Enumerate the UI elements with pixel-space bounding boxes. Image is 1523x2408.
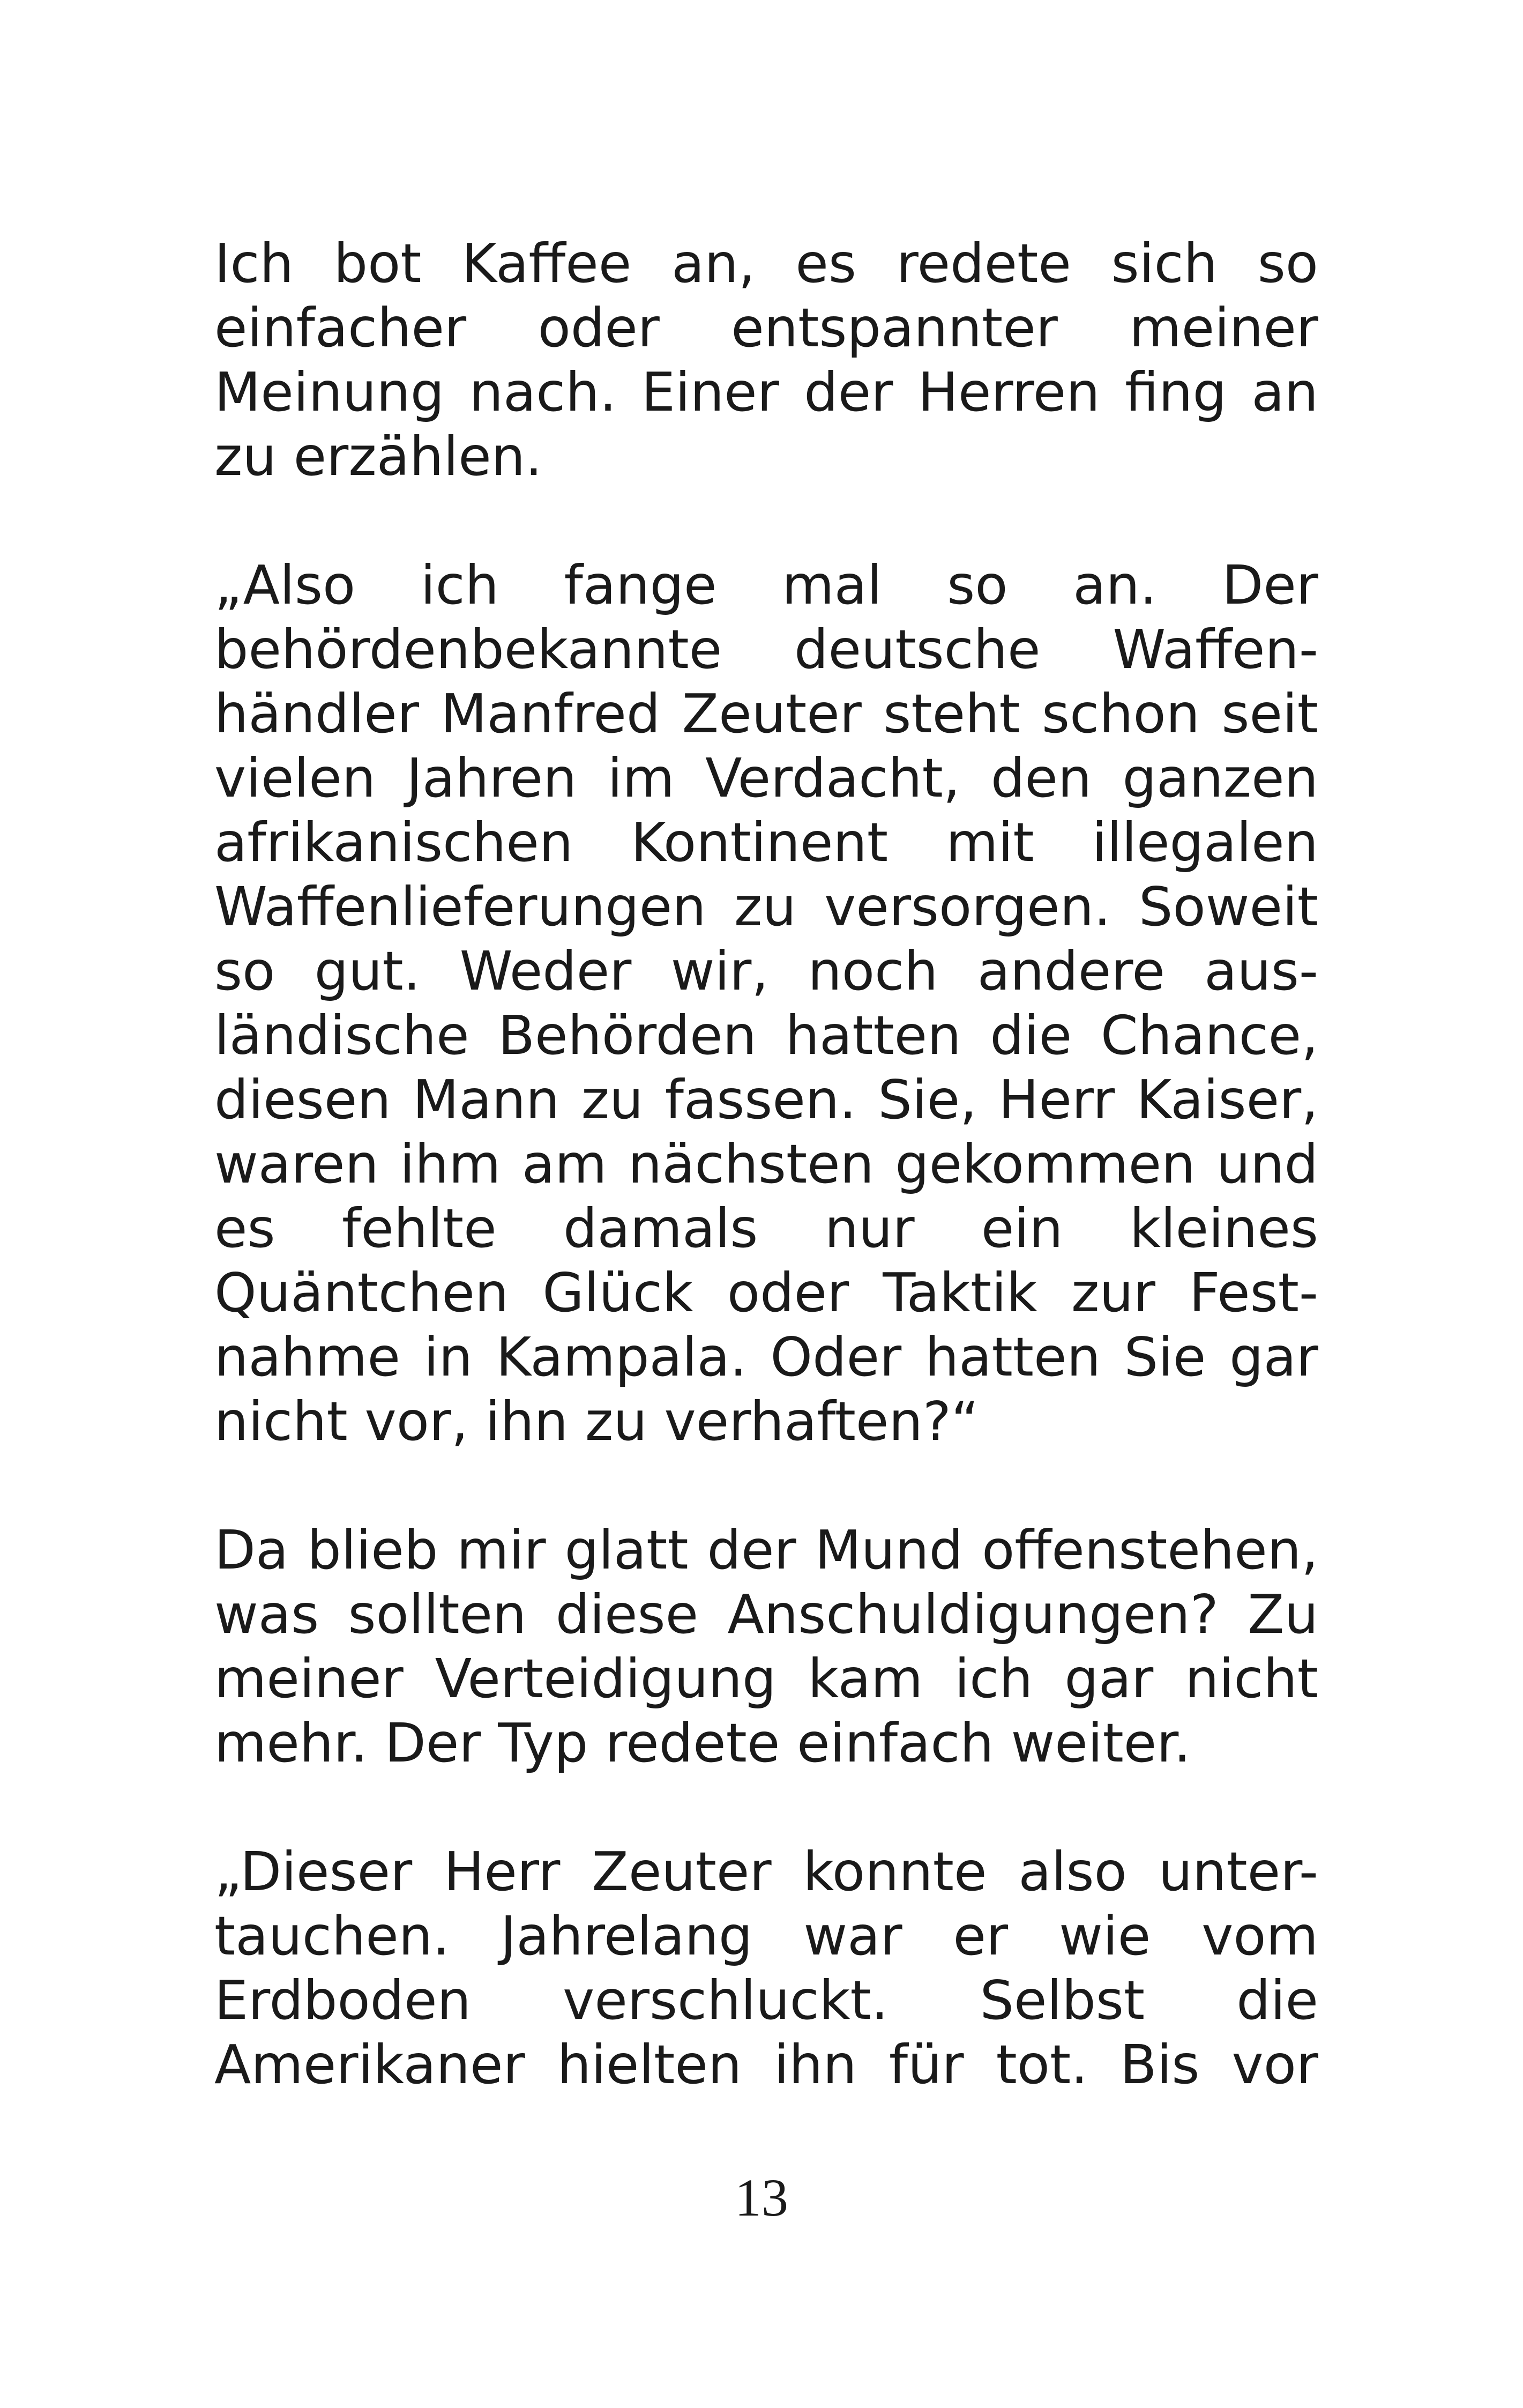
text-line: Erdboden verschluckt. Selbst die bbox=[214, 1969, 1318, 2032]
text-line: Ich bot Kaffee an, es redete sich so bbox=[214, 232, 1318, 295]
paragraph-2 bbox=[214, 553, 1318, 1454]
text-line: ländische Behörden hatten die Chance, bbox=[214, 1004, 1318, 1067]
text-line: nahme in Kampala. Oder hatten Sie gar bbox=[214, 1326, 1318, 1388]
text-line: Da blieb mir glatt der Mund offenstehen, bbox=[214, 1519, 1318, 1581]
text-line: einfacher oder entspannter meiner bbox=[214, 296, 1318, 359]
text-line: Quäntchen Glück oder Taktik zur Fest- bbox=[214, 1261, 1318, 1324]
text-line: waren ihm am nächsten gekommen und bbox=[214, 1133, 1318, 1195]
text-line: diesen Mann zu fassen. Sie, Herr Kaiser, bbox=[214, 1068, 1318, 1131]
text-line: händler Manfred Zeuter steht schon seit bbox=[214, 682, 1318, 745]
text-line: „Also ich fange mal so an. Der bbox=[214, 554, 1318, 616]
text-line: was sollten diese Anschuldigungen? Zu bbox=[214, 1583, 1318, 1646]
paragraph-3 bbox=[214, 1518, 1318, 1775]
text-line: tauchen. Jahrelang war er wie vom bbox=[214, 1905, 1318, 1967]
text-line: afrikanischen Kontinent mit illegalen bbox=[214, 811, 1318, 874]
paragraph-1 bbox=[214, 232, 1318, 489]
text-line: vielen Jahren im Verdacht, den ganzen bbox=[214, 747, 1318, 809]
text-line: Waffenlieferungen zu versorgen. Soweit bbox=[214, 875, 1318, 938]
text-line: „Dieser Herr Zeuter konnte also unter- bbox=[214, 1840, 1318, 1903]
text-line: Amerikaner hielten ihn für tot. Bis vor bbox=[214, 2033, 1318, 2096]
text-line: mehr. Der Typ redete einfach weiter. bbox=[214, 1712, 1191, 1774]
text-line: es fehlte damals nur ein kleines bbox=[214, 1197, 1318, 1260]
page-number: 13 bbox=[735, 2168, 788, 2227]
text-line: so gut. Weder wir, noch andere aus- bbox=[214, 940, 1318, 1002]
text-line: zu erzählen. bbox=[214, 425, 542, 488]
text-line: behördenbekannte deutsche Waffen- bbox=[214, 618, 1318, 681]
text-line: meiner Verteidigung kam ich gar nicht bbox=[214, 1647, 1318, 1710]
text-line: Meinung nach. Einer der Herren fing an bbox=[214, 361, 1318, 423]
paragraph-4 bbox=[214, 1840, 1318, 2097]
text-line: nicht vor, ihn zu verhaften?“ bbox=[214, 1390, 979, 1453]
